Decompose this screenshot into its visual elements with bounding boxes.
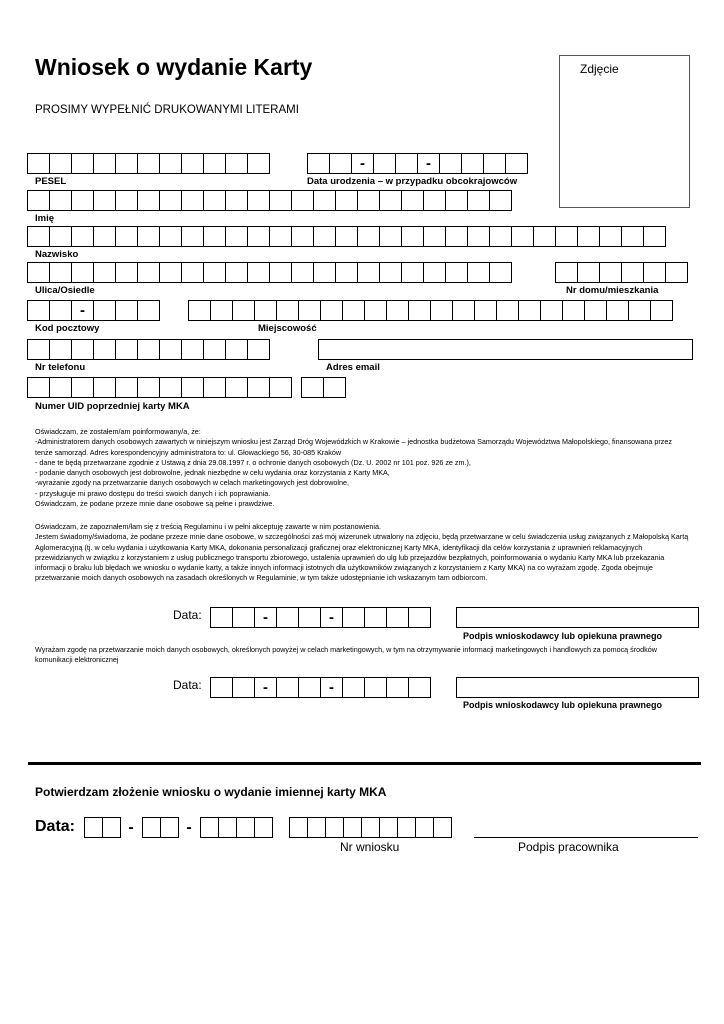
confirmation-title: Potwierdzam złożenie wniosku o wydanie imiennej karty MKA <box>35 785 387 799</box>
character-cell[interactable] <box>386 300 409 321</box>
character-cell[interactable] <box>533 226 556 247</box>
character-cell[interactable] <box>562 300 585 321</box>
character-cell[interactable] <box>203 190 226 211</box>
character-cell[interactable] <box>386 607 409 628</box>
character-cell[interactable] <box>577 262 600 283</box>
character-cell[interactable] <box>452 300 475 321</box>
email-label: Adres email <box>326 362 380 373</box>
character-cell[interactable] <box>397 817 416 838</box>
character-cell[interactable] <box>423 190 446 211</box>
character-cell[interactable] <box>335 226 358 247</box>
confirmation-date-label: Data: <box>35 818 76 835</box>
character-cell[interactable] <box>247 262 270 283</box>
character-cell[interactable] <box>181 190 204 211</box>
character-cell[interactable] <box>643 262 666 283</box>
character-cell[interactable] <box>408 300 431 321</box>
character-cell[interactable] <box>289 817 308 838</box>
character-cell[interactable] <box>489 226 512 247</box>
pesel-label: PESEL <box>35 176 67 187</box>
declaration-line: Oświadczam, że podane przeze mnie dane osobowe są pełne i prawdziwe. <box>35 499 275 509</box>
character-cell[interactable] <box>49 190 72 211</box>
declaration-line: -Administratorem danych osobowych zawartych w niniejszym wniosku jest Zarząd Dróg Wojewódzkich w Krakowie – jednostka budżetowa Samorządu Województwa Małopolskiego, finansowana przez tenże samorząd. Adres korespondencyjny administratora to: ul. Głowackiego 56, 30-085 Kraków <box>35 437 672 457</box>
character-cell[interactable] <box>379 226 402 247</box>
employee-signature-line[interactable] <box>474 837 698 838</box>
character-cell[interactable] <box>342 300 365 321</box>
character-cell[interactable] <box>307 153 330 174</box>
character-cell[interactable] <box>373 153 396 174</box>
signature-label: Podpis wnioskodawcy lub opiekuna prawnego <box>463 700 663 710</box>
character-cell[interactable] <box>181 226 204 247</box>
character-cell[interactable] <box>276 607 299 628</box>
character-cell[interactable] <box>115 339 138 360</box>
character-cell[interactable] <box>181 377 204 398</box>
character-cell[interactable] <box>540 300 563 321</box>
character-cell[interactable] <box>621 226 644 247</box>
character-cell[interactable] <box>71 226 94 247</box>
character-cell[interactable] <box>298 300 321 321</box>
character-cell[interactable] <box>401 262 424 283</box>
character-cell[interactable] <box>71 190 94 211</box>
character-cell[interactable] <box>323 377 346 398</box>
character-cell[interactable] <box>269 190 292 211</box>
declaration-line: - dane te będą przetwarzane zgodnie z Ustawą z dnia 29.08.1997 r. o ochronie danych osobowych (Dz. U. 2002 nr 101 poz. 926 ze zm.), <box>35 457 471 467</box>
declaration-line: Oświadczam, że zapoznałem/łam się z treścią Regulaminu i w pełni akceptuję zawarte w nim postanowienia. <box>35 522 381 531</box>
character-cell[interactable] <box>49 153 72 174</box>
character-cell[interactable] <box>357 262 380 283</box>
first-name-label: Imię <box>35 213 55 224</box>
character-cell[interactable] <box>71 339 94 360</box>
declaration-line: - podanie danych osobowych jest dobrowolne, jednak niezbędne w celu wydania oraz korzystania z Karty MKA, <box>35 468 390 478</box>
character-cell[interactable] <box>298 607 321 628</box>
marketing-consent-text <box>35 645 690 666</box>
street-input[interactable] <box>27 262 511 283</box>
pesel-input[interactable] <box>27 153 269 174</box>
character-cell[interactable] <box>408 607 431 628</box>
character-cell[interactable] <box>247 339 270 360</box>
character-cell[interactable] <box>137 190 160 211</box>
birth-date-input[interactable] <box>307 153 527 174</box>
character-cell[interactable] <box>137 153 160 174</box>
character-cell[interactable] <box>364 300 387 321</box>
character-cell[interactable] <box>159 377 182 398</box>
character-cell[interactable] <box>137 377 160 398</box>
character-cell[interactable] <box>159 153 182 174</box>
character-cell[interactable] <box>93 377 116 398</box>
character-cell[interactable] <box>115 226 138 247</box>
character-cell[interactable] <box>423 226 446 247</box>
character-cell[interactable] <box>210 677 233 698</box>
character-cell[interactable] <box>395 153 418 174</box>
declaration-information <box>35 427 690 509</box>
birth-date-label: Data urodzenia – w przypadku obcokrajowców <box>307 176 518 187</box>
character-cell[interactable] <box>555 226 578 247</box>
character-cell[interactable] <box>225 153 248 174</box>
character-cell[interactable] <box>415 817 434 838</box>
declaration-line: - przysługuje mi prawo dostępu do treści swoich danych i ich poprawiania. <box>35 488 271 498</box>
character-cell[interactable] <box>203 339 226 360</box>
character-cell[interactable] <box>445 226 468 247</box>
character-cell[interactable] <box>276 300 299 321</box>
character-cell[interactable] <box>27 339 50 360</box>
date-separator: - <box>254 607 277 628</box>
character-cell[interactable] <box>200 817 219 838</box>
character-cell[interactable] <box>433 817 452 838</box>
character-cell[interactable] <box>71 153 94 174</box>
character-cell[interactable] <box>307 817 326 838</box>
character-cell[interactable] <box>225 339 248 360</box>
character-cell[interactable] <box>445 262 468 283</box>
character-cell[interactable] <box>247 377 270 398</box>
date-separator: - <box>351 153 374 174</box>
character-cell[interactable] <box>49 377 72 398</box>
character-cell[interactable] <box>115 190 138 211</box>
character-cell[interactable] <box>188 300 211 321</box>
page-title: Wniosek o wydanie Karty <box>35 54 313 80</box>
character-cell[interactable] <box>93 190 116 211</box>
date-separator: - <box>417 153 440 174</box>
date-label: Data: <box>173 608 202 622</box>
character-cell[interactable] <box>225 262 248 283</box>
character-cell[interactable] <box>555 262 578 283</box>
character-cell[interactable] <box>210 607 233 628</box>
character-cell[interactable] <box>650 300 673 321</box>
email-input[interactable] <box>318 339 693 360</box>
character-cell[interactable] <box>49 339 72 360</box>
character-cell[interactable] <box>137 339 160 360</box>
character-cell[interactable] <box>599 262 622 283</box>
character-cell[interactable] <box>489 262 512 283</box>
character-cell[interactable] <box>408 677 431 698</box>
character-cell[interactable] <box>628 300 651 321</box>
character-cell[interactable] <box>137 300 160 321</box>
character-cell[interactable] <box>236 817 255 838</box>
uid-input[interactable] <box>27 377 345 398</box>
character-cell[interactable] <box>49 262 72 283</box>
date-separator: - <box>128 818 134 836</box>
character-cell[interactable] <box>181 339 204 360</box>
character-cell[interactable] <box>430 300 453 321</box>
character-cell[interactable] <box>357 226 380 247</box>
character-cell[interactable] <box>361 817 380 838</box>
character-cell[interactable] <box>27 377 50 398</box>
character-cell[interactable] <box>203 153 226 174</box>
character-cell[interactable] <box>218 817 237 838</box>
character-cell[interactable] <box>93 300 116 321</box>
character-cell[interactable] <box>364 607 387 628</box>
character-cell[interactable] <box>511 226 534 247</box>
cell-gap <box>291 377 301 398</box>
character-cell[interactable] <box>379 190 402 211</box>
character-cell[interactable] <box>181 153 204 174</box>
character-cell[interactable] <box>313 262 336 283</box>
postal-code-input[interactable] <box>27 300 159 321</box>
city-label: Miejscowość <box>258 323 317 334</box>
character-cell[interactable] <box>342 607 365 628</box>
last-name-label: Nazwisko <box>35 249 79 260</box>
character-cell[interactable] <box>342 677 365 698</box>
character-cell[interactable] <box>159 226 182 247</box>
character-cell[interactable] <box>599 226 622 247</box>
signature-field[interactable] <box>456 607 699 628</box>
signature-label: Podpis wnioskodawcy lub opiekuna prawnego <box>463 631 663 641</box>
character-cell[interactable] <box>313 226 336 247</box>
date-separator: - <box>71 300 94 321</box>
character-cell[interactable] <box>269 262 292 283</box>
marketing-signature-field[interactable] <box>456 677 699 698</box>
marketing-date-input[interactable] <box>210 677 430 698</box>
character-cell[interactable] <box>232 300 255 321</box>
character-cell[interactable] <box>27 190 50 211</box>
declaration-line: Oświadczam, że zostałem/am poinformowany/a, że: <box>35 427 201 436</box>
character-cell[interactable] <box>379 262 402 283</box>
character-cell[interactable] <box>276 677 299 698</box>
character-cell[interactable] <box>232 607 255 628</box>
character-cell[interactable] <box>159 190 182 211</box>
character-cell[interactable] <box>49 226 72 247</box>
character-cell[interactable] <box>621 262 644 283</box>
character-cell[interactable] <box>325 817 344 838</box>
character-cell[interactable] <box>93 262 116 283</box>
date-separator: - <box>186 818 192 836</box>
character-cell[interactable] <box>84 817 103 838</box>
character-cell[interactable] <box>225 190 248 211</box>
character-cell[interactable] <box>115 262 138 283</box>
character-cell[interactable] <box>225 226 248 247</box>
character-cell[interactable] <box>343 817 362 838</box>
date-separator: - <box>320 677 343 698</box>
character-cell[interactable] <box>474 300 497 321</box>
date-separator: - <box>254 677 277 698</box>
character-cell[interactable] <box>247 226 270 247</box>
character-cell[interactable] <box>584 300 607 321</box>
character-cell[interactable] <box>49 300 72 321</box>
character-cell[interactable] <box>313 190 336 211</box>
character-cell[interactable] <box>467 226 490 247</box>
postal-code-label: Kod pocztowy <box>35 323 100 334</box>
instruction-text: PROSIMY WYPEŁNIĆ DRUKOWANYMI LITERAMI <box>35 104 299 116</box>
declaration-line: Wyrażam zgodę na przetwarzanie moich danych osobowych, określonych powyżej w celach marketingowych, w tym na otrzymywanie informacji marketingowych i handlowych za pomocą środków komunikacji elektronicznej <box>35 645 657 665</box>
street-label: Ulica/Osiedle <box>35 285 95 296</box>
character-cell[interactable] <box>320 300 343 321</box>
character-cell[interactable] <box>247 153 270 174</box>
section-divider <box>28 762 701 765</box>
character-cell[interactable] <box>461 153 484 174</box>
character-cell[interactable] <box>27 226 50 247</box>
character-cell[interactable] <box>225 377 248 398</box>
phone-label: Nr telefonu <box>35 362 86 373</box>
character-cell[interactable] <box>643 226 666 247</box>
declaration-regulations <box>35 522 690 584</box>
character-cell[interactable] <box>291 226 314 247</box>
character-cell[interactable] <box>423 262 446 283</box>
character-cell[interactable] <box>357 190 380 211</box>
character-cell[interactable] <box>301 377 324 398</box>
last-name-input[interactable] <box>27 226 665 247</box>
application-number-input[interactable] <box>289 817 451 838</box>
character-cell[interactable] <box>142 817 161 838</box>
character-cell[interactable] <box>467 190 490 211</box>
character-cell[interactable] <box>379 817 398 838</box>
character-cell[interactable] <box>489 190 512 211</box>
character-cell[interactable] <box>102 817 121 838</box>
character-cell[interactable] <box>269 226 292 247</box>
character-cell[interactable] <box>401 190 424 211</box>
character-cell[interactable] <box>335 190 358 211</box>
character-cell[interactable] <box>291 190 314 211</box>
character-cell[interactable] <box>203 377 226 398</box>
character-cell[interactable] <box>483 153 506 174</box>
character-cell[interactable] <box>298 677 321 698</box>
character-cell[interactable] <box>210 300 233 321</box>
character-cell[interactable] <box>27 262 50 283</box>
character-cell[interactable] <box>159 262 182 283</box>
character-cell[interactable] <box>364 677 387 698</box>
employee-signature-label: Podpis pracownika <box>518 840 619 854</box>
character-cell[interactable] <box>137 262 160 283</box>
character-cell[interactable] <box>160 817 179 838</box>
character-cell[interactable] <box>577 226 600 247</box>
character-cell[interactable] <box>137 226 160 247</box>
character-cell[interactable] <box>93 226 116 247</box>
character-cell[interactable] <box>665 262 688 283</box>
character-cell[interactable] <box>232 677 255 698</box>
character-cell[interactable] <box>93 153 116 174</box>
character-cell[interactable] <box>254 817 273 838</box>
character-cell[interactable] <box>254 300 277 321</box>
character-cell[interactable] <box>505 153 528 174</box>
house-number-label: Nr domu/mieszkania <box>566 285 659 296</box>
character-cell[interactable] <box>386 677 409 698</box>
character-cell[interactable] <box>27 153 50 174</box>
character-cell[interactable] <box>445 190 468 211</box>
character-cell[interactable] <box>335 262 358 283</box>
character-cell[interactable] <box>496 300 519 321</box>
character-cell[interactable] <box>181 262 204 283</box>
character-cell[interactable] <box>27 300 50 321</box>
confirmation-date-input[interactable] <box>84 817 272 838</box>
date-label: Data: <box>173 678 202 692</box>
character-cell[interactable] <box>115 377 138 398</box>
character-cell[interactable] <box>115 153 138 174</box>
declaration-line: -wyrażanie zgody na przetwarzanie danych osobowych w celach marketingowych jest dobrowolne, <box>35 478 350 488</box>
city-input[interactable] <box>188 300 672 321</box>
character-cell[interactable] <box>439 153 462 174</box>
photo-box[interactable] <box>559 55 690 208</box>
first-name-input[interactable] <box>27 190 511 211</box>
phone-input[interactable] <box>27 339 269 360</box>
character-cell[interactable] <box>606 300 629 321</box>
house-number-input[interactable] <box>555 262 687 283</box>
character-cell[interactable] <box>71 377 94 398</box>
character-cell[interactable] <box>269 377 292 398</box>
character-cell[interactable] <box>159 339 182 360</box>
date-separator: - <box>320 607 343 628</box>
photo-label: Zdjęcie <box>580 62 619 76</box>
uid-label: Numer UID poprzedniej karty MKA <box>35 401 190 412</box>
character-cell[interactable] <box>71 262 94 283</box>
character-cell[interactable] <box>401 226 424 247</box>
character-cell[interactable] <box>203 226 226 247</box>
character-cell[interactable] <box>93 339 116 360</box>
character-cell[interactable] <box>329 153 352 174</box>
character-cell[interactable] <box>291 262 314 283</box>
character-cell[interactable] <box>247 190 270 211</box>
character-cell[interactable] <box>518 300 541 321</box>
character-cell[interactable] <box>115 300 138 321</box>
consent-date-input[interactable] <box>210 607 430 628</box>
application-number-label: Nr wniosku <box>340 840 400 854</box>
declaration-line: Jestem świadomy/świadoma, że podane przeze mnie dane osobowe, w szczególności zaś mój wizerunek utrwalony na zdjęciu, będą przetwarzane w celu świadczenia usług związanych z Małopolską Kartą Aglomeracyjną (tj. w celu wydania i użytkowania Karty MKA, dokonania personalizacji graficznej oraz elektronicznej Karty MKA, identyfikacji dla celów korzystania z uprawnień reklamacyjnych przewidzianych w związku z korzystaniem z usług publicznego transportu zbiorowego, ustalenia uprawnień do ulg lub przejazdów bezpłatnych, poinformowania o wydaniu Karty MKA lub przekazania informacji o braku lub błędach we wniosku o wydanie karty, a także innych informacji istotnych dla użytkowników związanych z korzystaniem z Karty MKA) na co wyrażam zgodę. Zgoda obejmuje przetwarzanie moich danych osobowych na zasadach określonych w Regulaminie, w tym także udostępnianie ich wskazanym tam odbiorcom. <box>35 532 689 583</box>
character-cell[interactable] <box>203 262 226 283</box>
character-cell[interactable] <box>467 262 490 283</box>
